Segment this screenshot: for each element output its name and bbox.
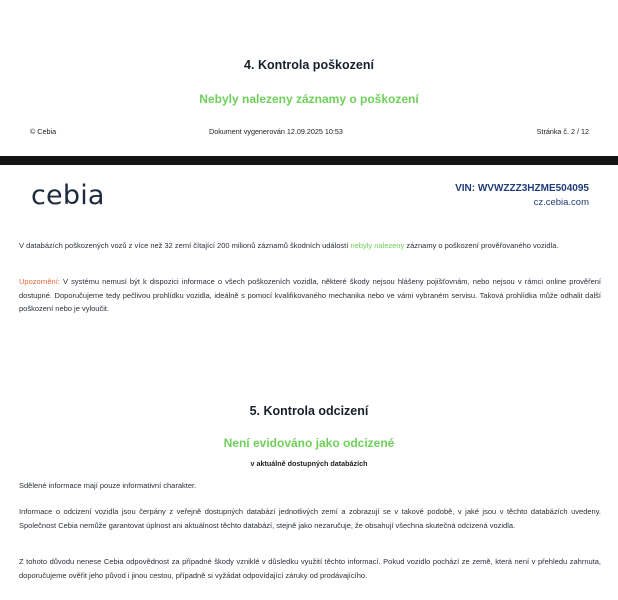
section-5-title: 5. Kontrola odcizení <box>249 404 369 418</box>
theft-status: Není evidováno jako odcizené <box>223 436 395 450</box>
theft-status-subtitle: v aktuálně dostupných databázích <box>250 459 368 468</box>
damage-status: Nebyly nalezeny záznamy o poškození <box>199 92 419 106</box>
intro-highlight: nebyly nalezeny <box>350 241 405 250</box>
liability-paragraph: Z tohoto důvodu nenese Cebia odpovědnost za případné škody vzniklé v důsledku využití těchto informací. Pokud vozidlo pochází ze země, která není v přehledu zahrnuta, doporučujeme ověřit jeho původ i jinou cestou, případně si vyžádat odpovídající záruky od prodávajícího. <box>19 557 601 580</box>
website-link[interactable]: cz.cebia.com <box>533 197 589 208</box>
footer-generated: Dokument vygenerován 12.09.2025 10:53 <box>209 127 343 136</box>
theft-source-paragraph: Informace o odcizení vozidla jsou čerpány z veřejně dostupných databází jednotlivých zemí a zobrazují se v takové podobě, v jaké jsou v těchto databázích uvedeny. Společnost Cebia nemůže garantovat úplnost ani aktuálnost těchto databází, stejně jako nezaručuje, že obsahují všechna skutečná odcizená vozidla. <box>19 507 601 530</box>
warning-text: V systému nemusí být k dispozici informace o všech poškozeních vozidla, některé škody nejsou hlášeny pojišťovnám, nebo nejsou v rámci online prověření dostupné. Doporučujeme tedy pečlivou prohlídku vozidla, ideálně s pomocí kvalifikovaného mechanika nebo ve vámi vybraném servisu. Taková prohlídka může odhalit další poškození nebo je vyloučit. <box>19 277 601 313</box>
page-divider <box>0 156 618 165</box>
vin-label: VIN: WVWZZZ3HZME504095 <box>455 183 589 194</box>
warning-paragraph <box>19 275 601 316</box>
informative-note: Sdělené informace mají pouze informativní charakter. <box>19 481 197 490</box>
section-4-title: 4. Kontrola poškození <box>244 58 374 72</box>
cebia-logo: cebia <box>31 180 105 211</box>
footer-page-number: Stránka č. 2 / 12 <box>536 127 589 136</box>
previous-page-bottom <box>0 0 618 156</box>
warning-label: Upozornění: <box>19 277 60 286</box>
intro-text-after: záznamy o poškození prověřovaného vozidla. <box>404 241 559 250</box>
intro-text-before: V databázích poškozených vozů z více než 32 zemí čítající 200 milionů záznamů škodních událostí <box>19 241 351 250</box>
damage-intro-paragraph <box>19 239 601 253</box>
footer-copyright: © Cebia <box>30 127 57 136</box>
